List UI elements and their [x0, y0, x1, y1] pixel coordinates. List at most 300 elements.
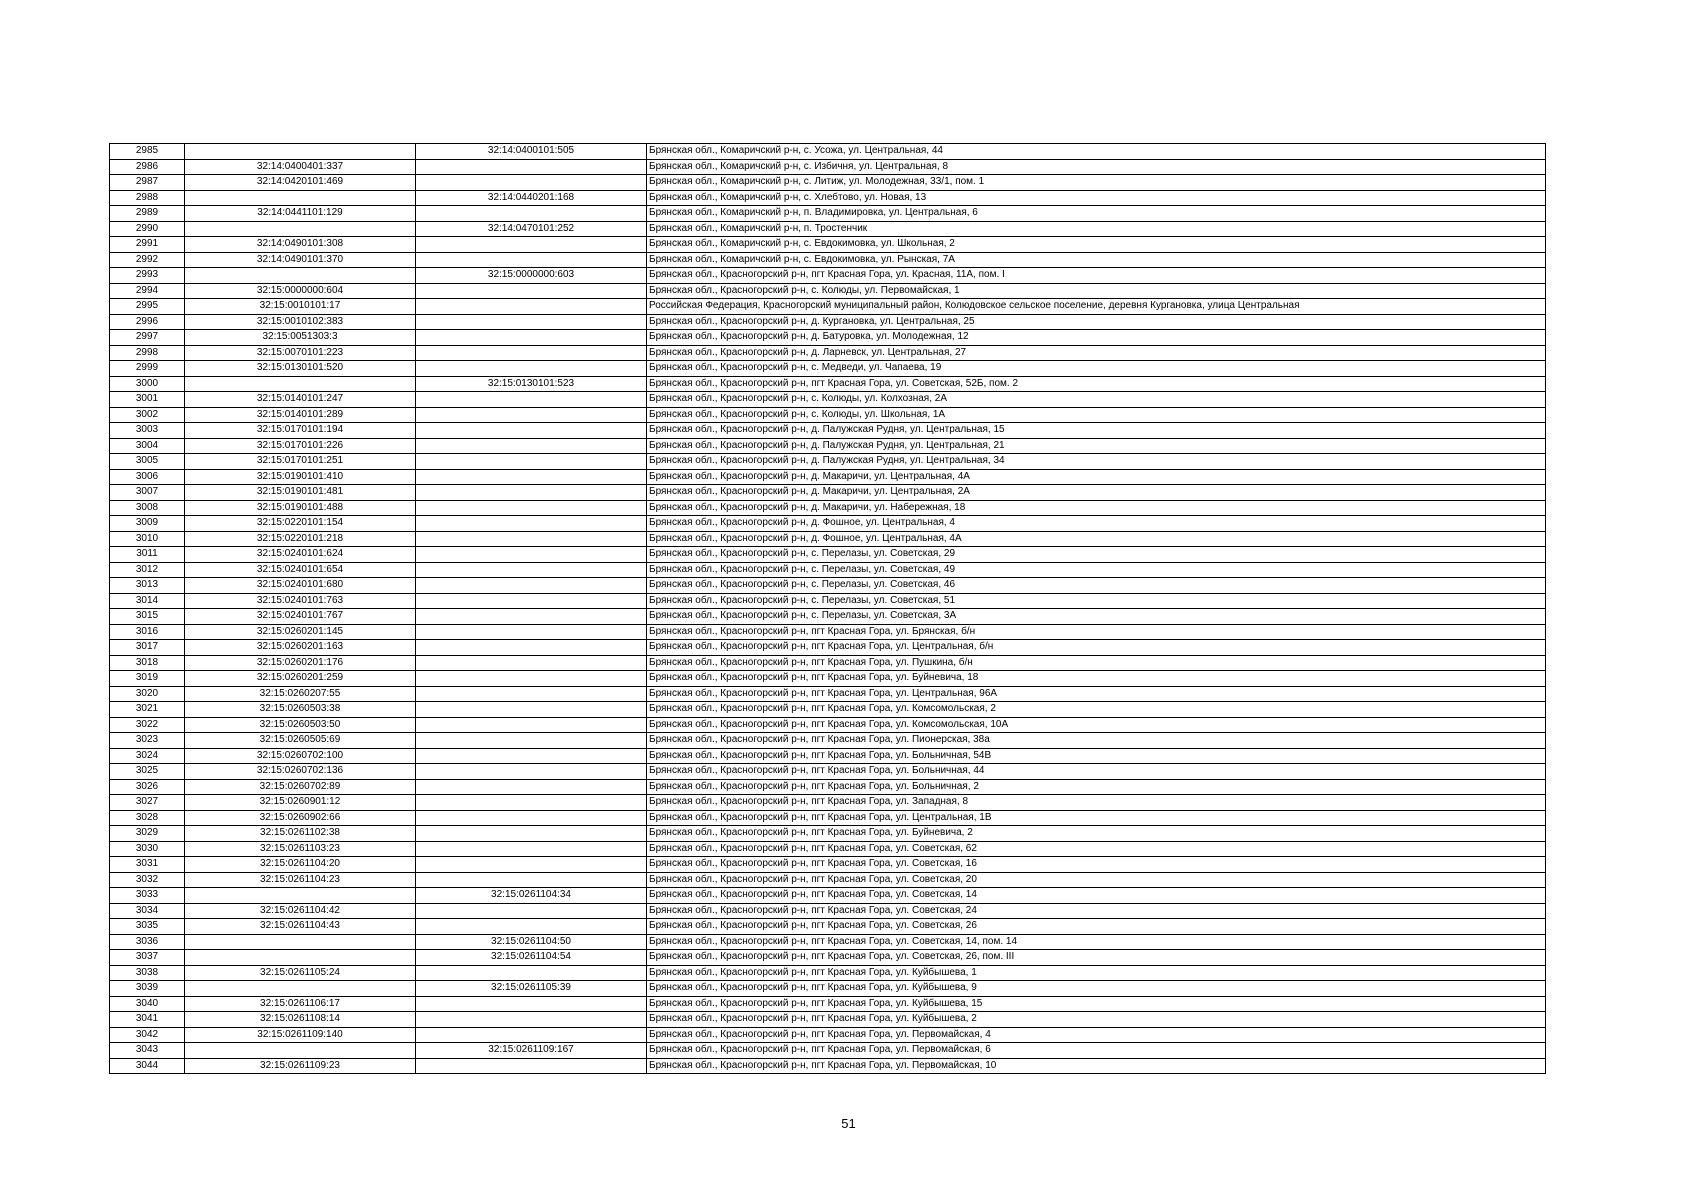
- row-number-cell: 3025: [110, 764, 185, 780]
- cadastral-number-alt-cell: [416, 299, 647, 315]
- cadastral-number-alt-cell: [416, 965, 647, 981]
- address-cell: Брянская обл., Красногорский р-н, с. Перелазы, ул. Советская, 3А: [647, 609, 1546, 625]
- table-row: [110, 609, 1546, 625]
- cadastral-number-alt-cell: [416, 330, 647, 346]
- table-row: [110, 624, 1546, 640]
- address-cell: Брянская обл., Красногорский р-н, с. Перелазы, ул. Советская, 46: [647, 578, 1546, 594]
- cadastral-number-cell: 32:15:0170101:194: [185, 423, 416, 439]
- table-row: [110, 764, 1546, 780]
- cadastral-number-alt-cell: [416, 361, 647, 377]
- table-row: [110, 221, 1546, 237]
- cadastral-number-cell: 32:15:0261105:24: [185, 965, 416, 981]
- cadastral-number-alt-cell: [416, 345, 647, 361]
- address-cell: Брянская обл., Красногорский р-н, пгт Красная Гора, ул. Первомайская, 6: [647, 1043, 1546, 1059]
- cadastral-number-alt-cell: [416, 903, 647, 919]
- cadastral-number-cell: 32:15:0260702:136: [185, 764, 416, 780]
- address-cell: Брянская обл., Красногорский р-н, д. Палужская Рудня, ул. Центральная, 34: [647, 454, 1546, 470]
- table-row: [110, 857, 1546, 873]
- address-cell: Брянская обл., Комаричский р-н, с. Евдокимовка, ул. Школьная, 2: [647, 237, 1546, 253]
- row-number-cell: 3040: [110, 996, 185, 1012]
- cadastral-number-alt-cell: [416, 531, 647, 547]
- table-row: [110, 330, 1546, 346]
- table-row: [110, 934, 1546, 950]
- row-number-cell: 3031: [110, 857, 185, 873]
- cadastral-number-cell: 32:15:0190101:481: [185, 485, 416, 501]
- table-row: [110, 655, 1546, 671]
- cadastral-number-alt-cell: [416, 686, 647, 702]
- cadastral-number-alt-cell: [416, 314, 647, 330]
- cadastral-number-cell: 32:15:0260702:89: [185, 779, 416, 795]
- row-number-cell: 3001: [110, 392, 185, 408]
- cadastral-number-alt-cell: 32:15:0261109:167: [416, 1043, 647, 1059]
- address-cell: Брянская обл., Красногорский р-н, д. Палужская Рудня, ул. Центральная, 15: [647, 423, 1546, 439]
- cadastral-number-cell: 32:15:0000000:604: [185, 283, 416, 299]
- row-number-cell: 2995: [110, 299, 185, 315]
- address-cell: Брянская обл., Красногорский р-н, пгт Красная Гора, ул. Буйневича, 18: [647, 671, 1546, 687]
- cadastral-number-cell: 32:14:0441101:129: [185, 206, 416, 222]
- table-row: [110, 547, 1546, 563]
- cadastral-number-alt-cell: [416, 748, 647, 764]
- cadastral-number-cell: 32:15:0261108:14: [185, 1012, 416, 1028]
- row-number-cell: 2988: [110, 190, 185, 206]
- address-cell: Брянская обл., Красногорский р-н, с. Перелазы, ул. Советская, 29: [647, 547, 1546, 563]
- cadastral-number-cell: 32:15:0190101:410: [185, 469, 416, 485]
- row-number-cell: 3006: [110, 469, 185, 485]
- table-row: [110, 841, 1546, 857]
- row-number-cell: 3026: [110, 779, 185, 795]
- cadastral-number-cell: 32:15:0261106:17: [185, 996, 416, 1012]
- cadastral-number-cell: 32:15:0260201:163: [185, 640, 416, 656]
- address-cell: Брянская обл., Красногорский р-н, с. Перелазы, ул. Советская, 49: [647, 562, 1546, 578]
- row-number-cell: 3041: [110, 1012, 185, 1028]
- cadastral-number-cell: [185, 934, 416, 950]
- row-number-cell: 3012: [110, 562, 185, 578]
- cadastral-number-cell: 32:15:0260201:176: [185, 655, 416, 671]
- cadastral-number-alt-cell: 32:14:0470101:252: [416, 221, 647, 237]
- cadastral-number-alt-cell: [416, 1058, 647, 1074]
- address-cell: Российская Федерация, Красногорский муниципальный район, Колюдовское сельское поселение, деревня Кургановка, улица Центральная: [647, 299, 1546, 315]
- cadastral-number-alt-cell: [416, 609, 647, 625]
- table-row: [110, 1058, 1546, 1074]
- cadastral-number-alt-cell: [416, 175, 647, 191]
- cadastral-number-cell: 32:15:0261109:23: [185, 1058, 416, 1074]
- cadastral-number-alt-cell: [416, 872, 647, 888]
- cadastral-number-cell: 32:15:0260901:12: [185, 795, 416, 811]
- table-row: [110, 810, 1546, 826]
- cadastral-number-cell: 32:15:0070101:223: [185, 345, 416, 361]
- table-row: [110, 500, 1546, 516]
- address-cell: Брянская обл., Красногорский р-н, с. Колюды, ул. Первомайская, 1: [647, 283, 1546, 299]
- address-cell: Брянская обл., Красногорский р-н, д. Фошное, ул. Центральная, 4А: [647, 531, 1546, 547]
- address-cell: Брянская обл., Красногорский р-н, д. Ларневск, ул. Центральная, 27: [647, 345, 1546, 361]
- row-number-cell: 3010: [110, 531, 185, 547]
- cadastral-number-cell: 32:15:0260505:69: [185, 733, 416, 749]
- row-number-cell: 3032: [110, 872, 185, 888]
- address-cell: Брянская обл., Красногорский р-н, д. Макаричи, ул. Набережная, 18: [647, 500, 1546, 516]
- table-row: [110, 965, 1546, 981]
- row-number-cell: 2991: [110, 237, 185, 253]
- cadastral-number-cell: 32:15:0261109:140: [185, 1027, 416, 1043]
- cadastral-number-alt-cell: [416, 547, 647, 563]
- table-row: [110, 361, 1546, 377]
- row-number-cell: 3003: [110, 423, 185, 439]
- address-cell: Брянская обл., Красногорский р-н, пгт Красная Гора, ул. Куйбышева, 2: [647, 1012, 1546, 1028]
- cadastral-number-alt-cell: [416, 717, 647, 733]
- cadastral-number-alt-cell: [416, 857, 647, 873]
- cadastral-number-cell: 32:15:0170101:226: [185, 438, 416, 454]
- address-cell: Брянская обл., Комаричский р-н, с. Избичня, ул. Центральная, 8: [647, 159, 1546, 175]
- address-cell: Брянская обл., Красногорский р-н, д. Макаричи, ул. Центральная, 2А: [647, 485, 1546, 501]
- table-row: [110, 1043, 1546, 1059]
- table-row: [110, 981, 1546, 997]
- row-number-cell: 3007: [110, 485, 185, 501]
- cadastral-number-alt-cell: [416, 996, 647, 1012]
- row-number-cell: 3017: [110, 640, 185, 656]
- cadastral-number-cell: 32:15:0240101:763: [185, 593, 416, 609]
- cadastral-number-cell: [185, 144, 416, 160]
- row-number-cell: 2985: [110, 144, 185, 160]
- row-number-cell: 3009: [110, 516, 185, 532]
- row-number-cell: 3011: [110, 547, 185, 563]
- cadastral-number-alt-cell: [416, 485, 647, 501]
- cadastral-number-cell: 32:15:0240101:624: [185, 547, 416, 563]
- address-cell: Брянская обл., Красногорский р-н, пгт Красная Гора, ул. Советская, 16: [647, 857, 1546, 873]
- cadastral-number-alt-cell: 32:15:0261105:39: [416, 981, 647, 997]
- table-row: [110, 485, 1546, 501]
- address-cell: Брянская обл., Красногорский р-н, пгт Красная Гора, ул. Советская, 62: [647, 841, 1546, 857]
- address-cell: Брянская обл., Красногорский р-н, д. Макаричи, ул. Центральная, 4А: [647, 469, 1546, 485]
- row-number-cell: 3033: [110, 888, 185, 904]
- address-cell: Брянская обл., Комаричский р-н, с. Усожа, ул. Центральная, 44: [647, 144, 1546, 160]
- cadastral-number-cell: 32:15:0190101:488: [185, 500, 416, 516]
- address-cell: Брянская обл., Красногорский р-н, с. Колюды, ул. Колхозная, 2А: [647, 392, 1546, 408]
- cadastral-number-alt-cell: [416, 1012, 647, 1028]
- row-number-cell: 3023: [110, 733, 185, 749]
- cadastral-number-alt-cell: [416, 407, 647, 423]
- address-cell: Брянская обл., Красногорский р-н, пгт Красная Гора, ул. Брянская, б/н: [647, 624, 1546, 640]
- address-cell: Брянская обл., Красногорский р-н, д. Батуровка, ул. Молодежная, 12: [647, 330, 1546, 346]
- table-row: [110, 299, 1546, 315]
- cadastral-number-alt-cell: [416, 454, 647, 470]
- address-cell: Брянская обл., Красногорский р-н, с. Перелазы, ул. Советская, 51: [647, 593, 1546, 609]
- cadastral-number-cell: [185, 190, 416, 206]
- row-number-cell: 2999: [110, 361, 185, 377]
- cadastral-number-alt-cell: [416, 810, 647, 826]
- table-row: [110, 826, 1546, 842]
- address-cell: Брянская обл., Красногорский р-н, с. Медведи, ул. Чапаева, 19: [647, 361, 1546, 377]
- table-row: [110, 593, 1546, 609]
- table-row: [110, 733, 1546, 749]
- cadastral-number-cell: 32:15:0260207:55: [185, 686, 416, 702]
- address-cell: Брянская обл., Красногорский р-н, пгт Красная Гора, ул. Первомайская, 4: [647, 1027, 1546, 1043]
- row-number-cell: 3030: [110, 841, 185, 857]
- cadastral-number-cell: 32:15:0240101:654: [185, 562, 416, 578]
- cadastral-number-alt-cell: 32:14:0440201:168: [416, 190, 647, 206]
- table-row: [110, 144, 1546, 160]
- table-row: [110, 454, 1546, 470]
- cadastral-number-alt-cell: 32:15:0000000:603: [416, 268, 647, 284]
- row-number-cell: 3008: [110, 500, 185, 516]
- address-cell: Брянская обл., Красногорский р-н, пгт Красная Гора, ул. Центральная, 1В: [647, 810, 1546, 826]
- cadastral-number-cell: 32:15:0260503:38: [185, 702, 416, 718]
- table-row: [110, 438, 1546, 454]
- cadastral-number-cell: [185, 1043, 416, 1059]
- cadastral-number-alt-cell: [416, 500, 647, 516]
- table-row: [110, 903, 1546, 919]
- table-row: [110, 283, 1546, 299]
- row-number-cell: 3005: [110, 454, 185, 470]
- row-number-cell: 3036: [110, 934, 185, 950]
- cadastral-number-cell: 32:15:0240101:680: [185, 578, 416, 594]
- cadastral-number-cell: 32:15:0261104:42: [185, 903, 416, 919]
- cadastral-number-cell: 32:15:0170101:251: [185, 454, 416, 470]
- row-number-cell: 3024: [110, 748, 185, 764]
- address-cell: Брянская обл., Красногорский р-н, пгт Красная Гора, ул. Центральная, б/н: [647, 640, 1546, 656]
- cadastral-number-alt-cell: [416, 423, 647, 439]
- cadastral-number-alt-cell: [416, 283, 647, 299]
- cadastral-number-cell: [185, 221, 416, 237]
- row-number-cell: 3042: [110, 1027, 185, 1043]
- cadastral-number-cell: 32:14:0420101:469: [185, 175, 416, 191]
- address-cell: Брянская обл., Красногорский р-н, пгт Красная Гора, ул. Куйбышева, 9: [647, 981, 1546, 997]
- cadastral-number-cell: 32:15:0220101:218: [185, 531, 416, 547]
- table-row: [110, 1027, 1546, 1043]
- cadastral-number-cell: 32:15:0240101:767: [185, 609, 416, 625]
- table-row: [110, 748, 1546, 764]
- row-number-cell: 3019: [110, 671, 185, 687]
- row-number-cell: 2993: [110, 268, 185, 284]
- cadastral-number-cell: 32:14:0400401:337: [185, 159, 416, 175]
- cadastral-number-alt-cell: [416, 593, 647, 609]
- table-row: [110, 702, 1546, 718]
- table-row: [110, 392, 1546, 408]
- address-cell: Брянская обл., Красногорский р-н, пгт Красная Гора, ул. Больничная, 44: [647, 764, 1546, 780]
- address-cell: Брянская обл., Красногорский р-н, пгт Красная Гора, ул. Советская, 52Б, пом. 2: [647, 376, 1546, 392]
- cadastral-number-alt-cell: [416, 1027, 647, 1043]
- table-row: [110, 516, 1546, 532]
- registry-table: [109, 143, 1546, 1074]
- row-number-cell: 3020: [110, 686, 185, 702]
- table-row: [110, 159, 1546, 175]
- row-number-cell: 2987: [110, 175, 185, 191]
- address-cell: Брянская обл., Комаричский р-н, с. Литиж, ул. Молодежная, 33/1, пом. 1: [647, 175, 1546, 191]
- cadastral-number-alt-cell: [416, 655, 647, 671]
- cadastral-number-alt-cell: [416, 733, 647, 749]
- table-row: [110, 872, 1546, 888]
- table-row: [110, 686, 1546, 702]
- page-number: 51: [841, 1116, 856, 1131]
- table-row: [110, 376, 1546, 392]
- address-cell: Брянская обл., Красногорский р-н, пгт Красная Гора, ул. Красная, 11А, пом. I: [647, 268, 1546, 284]
- row-number-cell: 3044: [110, 1058, 185, 1074]
- cadastral-number-cell: 32:15:0130101:520: [185, 361, 416, 377]
- row-number-cell: 2986: [110, 159, 185, 175]
- cadastral-number-alt-cell: [416, 624, 647, 640]
- cadastral-number-cell: [185, 981, 416, 997]
- address-cell: Брянская обл., Красногорский р-н, пгт Красная Гора, ул. Комсомольская, 2: [647, 702, 1546, 718]
- row-number-cell: 3037: [110, 950, 185, 966]
- address-cell: Брянская обл., Красногорский р-н, пгт Красная Гора, ул. Советская, 26, пом. III: [647, 950, 1546, 966]
- table-row: [110, 795, 1546, 811]
- row-number-cell: 3022: [110, 717, 185, 733]
- table-row: [110, 919, 1546, 935]
- table-row: [110, 268, 1546, 284]
- cadastral-number-alt-cell: 32:15:0261104:54: [416, 950, 647, 966]
- cadastral-number-cell: 32:15:0261104:23: [185, 872, 416, 888]
- row-number-cell: 3043: [110, 1043, 185, 1059]
- cadastral-number-cell: 32:14:0490101:308: [185, 237, 416, 253]
- cadastral-number-alt-cell: [416, 392, 647, 408]
- address-cell: Брянская обл., Комаричский р-н, с. Евдокимовка, ул. Рынская, 7А: [647, 252, 1546, 268]
- address-cell: Брянская обл., Красногорский р-н, пгт Красная Гора, ул. Советская, 14: [647, 888, 1546, 904]
- address-cell: Брянская обл., Красногорский р-н, пгт Красная Гора, ул. Центральная, 96А: [647, 686, 1546, 702]
- cadastral-number-cell: 32:15:0260902:66: [185, 810, 416, 826]
- row-number-cell: 2994: [110, 283, 185, 299]
- table-row: [110, 888, 1546, 904]
- row-number-cell: 2996: [110, 314, 185, 330]
- address-cell: Брянская обл., Красногорский р-н, с. Колюды, ул. Школьная, 1А: [647, 407, 1546, 423]
- table-row: [110, 1012, 1546, 1028]
- cadastral-number-alt-cell: [416, 795, 647, 811]
- table-row: [110, 423, 1546, 439]
- address-cell: Брянская обл., Красногорский р-н, пгт Красная Гора, ул. Советская, 26: [647, 919, 1546, 935]
- table-row: [110, 190, 1546, 206]
- row-number-cell: 3038: [110, 965, 185, 981]
- cadastral-number-cell: 32:15:0260201:145: [185, 624, 416, 640]
- table-row: [110, 562, 1546, 578]
- cadastral-number-alt-cell: [416, 252, 647, 268]
- cadastral-number-alt-cell: 32:14:0400101:505: [416, 144, 647, 160]
- cadastral-number-alt-cell: 32:15:0130101:523: [416, 376, 647, 392]
- row-number-cell: 2990: [110, 221, 185, 237]
- address-cell: Брянская обл., Красногорский р-н, пгт Красная Гора, ул. Советская, 20: [647, 872, 1546, 888]
- row-number-cell: 2992: [110, 252, 185, 268]
- row-number-cell: 2989: [110, 206, 185, 222]
- table-row: [110, 671, 1546, 687]
- table-row: [110, 578, 1546, 594]
- cadastral-number-alt-cell: [416, 206, 647, 222]
- table-row: [110, 237, 1546, 253]
- table-row: [110, 175, 1546, 191]
- table-row: [110, 407, 1546, 423]
- address-cell: Брянская обл., Красногорский р-н, д. Кургановка, ул. Центральная, 25: [647, 314, 1546, 330]
- cadastral-number-alt-cell: [416, 671, 647, 687]
- cadastral-number-alt-cell: [416, 159, 647, 175]
- row-number-cell: 3028: [110, 810, 185, 826]
- cadastral-number-alt-cell: [416, 779, 647, 795]
- row-number-cell: 3018: [110, 655, 185, 671]
- address-cell: Брянская обл., Красногорский р-н, д. Палужская Рудня, ул. Центральная, 21: [647, 438, 1546, 454]
- cadastral-number-cell: 32:15:0261104:43: [185, 919, 416, 935]
- table-row: [110, 717, 1546, 733]
- cadastral-number-cell: 32:15:0010102:383: [185, 314, 416, 330]
- row-number-cell: 3029: [110, 826, 185, 842]
- cadastral-number-alt-cell: [416, 516, 647, 532]
- cadastral-number-cell: [185, 268, 416, 284]
- table-row: [110, 314, 1546, 330]
- table-row: [110, 950, 1546, 966]
- row-number-cell: 3016: [110, 624, 185, 640]
- address-cell: Брянская обл., Красногорский р-н, пгт Красная Гора, ул. Западная, 8: [647, 795, 1546, 811]
- address-cell: Брянская обл., Красногорский р-н, д. Фошное, ул. Центральная, 4: [647, 516, 1546, 532]
- cadastral-number-alt-cell: [416, 562, 647, 578]
- cadastral-number-alt-cell: [416, 469, 647, 485]
- row-number-cell: 3034: [110, 903, 185, 919]
- address-cell: Брянская обл., Красногорский р-н, пгт Красная Гора, ул. Советская, 14, пом. 14: [647, 934, 1546, 950]
- row-number-cell: 3035: [110, 919, 185, 935]
- table-row: [110, 252, 1546, 268]
- address-cell: Брянская обл., Красногорский р-н, пгт Красная Гора, ул. Больничная, 2: [647, 779, 1546, 795]
- address-cell: Брянская обл., Красногорский р-н, пгт Красная Гора, ул. Больничная, 54В: [647, 748, 1546, 764]
- table-row: [110, 206, 1546, 222]
- table-row: [110, 531, 1546, 547]
- cadastral-number-cell: 32:15:0140101:247: [185, 392, 416, 408]
- cadastral-number-alt-cell: 32:15:0261104:34: [416, 888, 647, 904]
- cadastral-number-alt-cell: [416, 640, 647, 656]
- cadastral-number-alt-cell: [416, 702, 647, 718]
- cadastral-number-alt-cell: [416, 919, 647, 935]
- address-cell: Брянская обл., Красногорский р-н, пгт Красная Гора, ул. Куйбышева, 1: [647, 965, 1546, 981]
- cadastral-number-cell: 32:15:0261103:23: [185, 841, 416, 857]
- row-number-cell: 2998: [110, 345, 185, 361]
- row-number-cell: 3000: [110, 376, 185, 392]
- address-cell: Брянская обл., Красногорский р-н, пгт Красная Гора, ул. Первомайская, 10: [647, 1058, 1546, 1074]
- row-number-cell: 3027: [110, 795, 185, 811]
- row-number-cell: 3039: [110, 981, 185, 997]
- cadastral-number-cell: 32:15:0261104:20: [185, 857, 416, 873]
- row-number-cell: 3004: [110, 438, 185, 454]
- cadastral-number-alt-cell: 32:15:0261104:50: [416, 934, 647, 950]
- registry-table-body: [110, 144, 1546, 1074]
- row-number-cell: 2997: [110, 330, 185, 346]
- cadastral-number-cell: 32:15:0010101:17: [185, 299, 416, 315]
- address-cell: Брянская обл., Красногорский р-н, пгт Красная Гора, ул. Куйбышева, 15: [647, 996, 1546, 1012]
- cadastral-number-alt-cell: [416, 841, 647, 857]
- table-row: [110, 779, 1546, 795]
- address-cell: Брянская обл., Комаричский р-н, п. Тростенчик: [647, 221, 1546, 237]
- address-cell: Брянская обл., Красногорский р-н, пгт Красная Гора, ул. Комсомольская, 10А: [647, 717, 1546, 733]
- cadastral-number-cell: 32:15:0140101:289: [185, 407, 416, 423]
- cadastral-number-alt-cell: [416, 237, 647, 253]
- table-row: [110, 640, 1546, 656]
- row-number-cell: 3015: [110, 609, 185, 625]
- cadastral-number-cell: [185, 888, 416, 904]
- cadastral-number-cell: 32:15:0051303:3: [185, 330, 416, 346]
- cadastral-number-cell: [185, 950, 416, 966]
- address-cell: Брянская обл., Красногорский р-н, пгт Красная Гора, ул. Пушкина, б/н: [647, 655, 1546, 671]
- address-cell: Брянская обл., Красногорский р-н, пгт Красная Гора, ул. Пионерская, 38а: [647, 733, 1546, 749]
- address-cell: Брянская обл., Красногорский р-н, пгт Красная Гора, ул. Буйневича, 2: [647, 826, 1546, 842]
- cadastral-number-cell: 32:14:0490101:370: [185, 252, 416, 268]
- cadastral-number-cell: [185, 376, 416, 392]
- cadastral-number-cell: 32:15:0260702:100: [185, 748, 416, 764]
- cadastral-number-cell: 32:15:0260201:259: [185, 671, 416, 687]
- cadastral-number-alt-cell: [416, 438, 647, 454]
- table-row: [110, 996, 1546, 1012]
- table-row: [110, 469, 1546, 485]
- address-cell: Брянская обл., Красногорский р-н, пгт Красная Гора, ул. Советская, 24: [647, 903, 1546, 919]
- row-number-cell: 3021: [110, 702, 185, 718]
- row-number-cell: 3013: [110, 578, 185, 594]
- cadastral-number-alt-cell: [416, 578, 647, 594]
- cadastral-number-cell: 32:15:0261102:38: [185, 826, 416, 842]
- address-cell: Брянская обл., Комаричский р-н, с. Хлебтово, ул. Новая, 13: [647, 190, 1546, 206]
- address-cell: Брянская обл., Комаричский р-н, п. Владимировка, ул. Центральная, 6: [647, 206, 1546, 222]
- row-number-cell: 3014: [110, 593, 185, 609]
- cadastral-number-alt-cell: [416, 826, 647, 842]
- cadastral-number-alt-cell: [416, 764, 647, 780]
- cadastral-number-cell: 32:15:0220101:154: [185, 516, 416, 532]
